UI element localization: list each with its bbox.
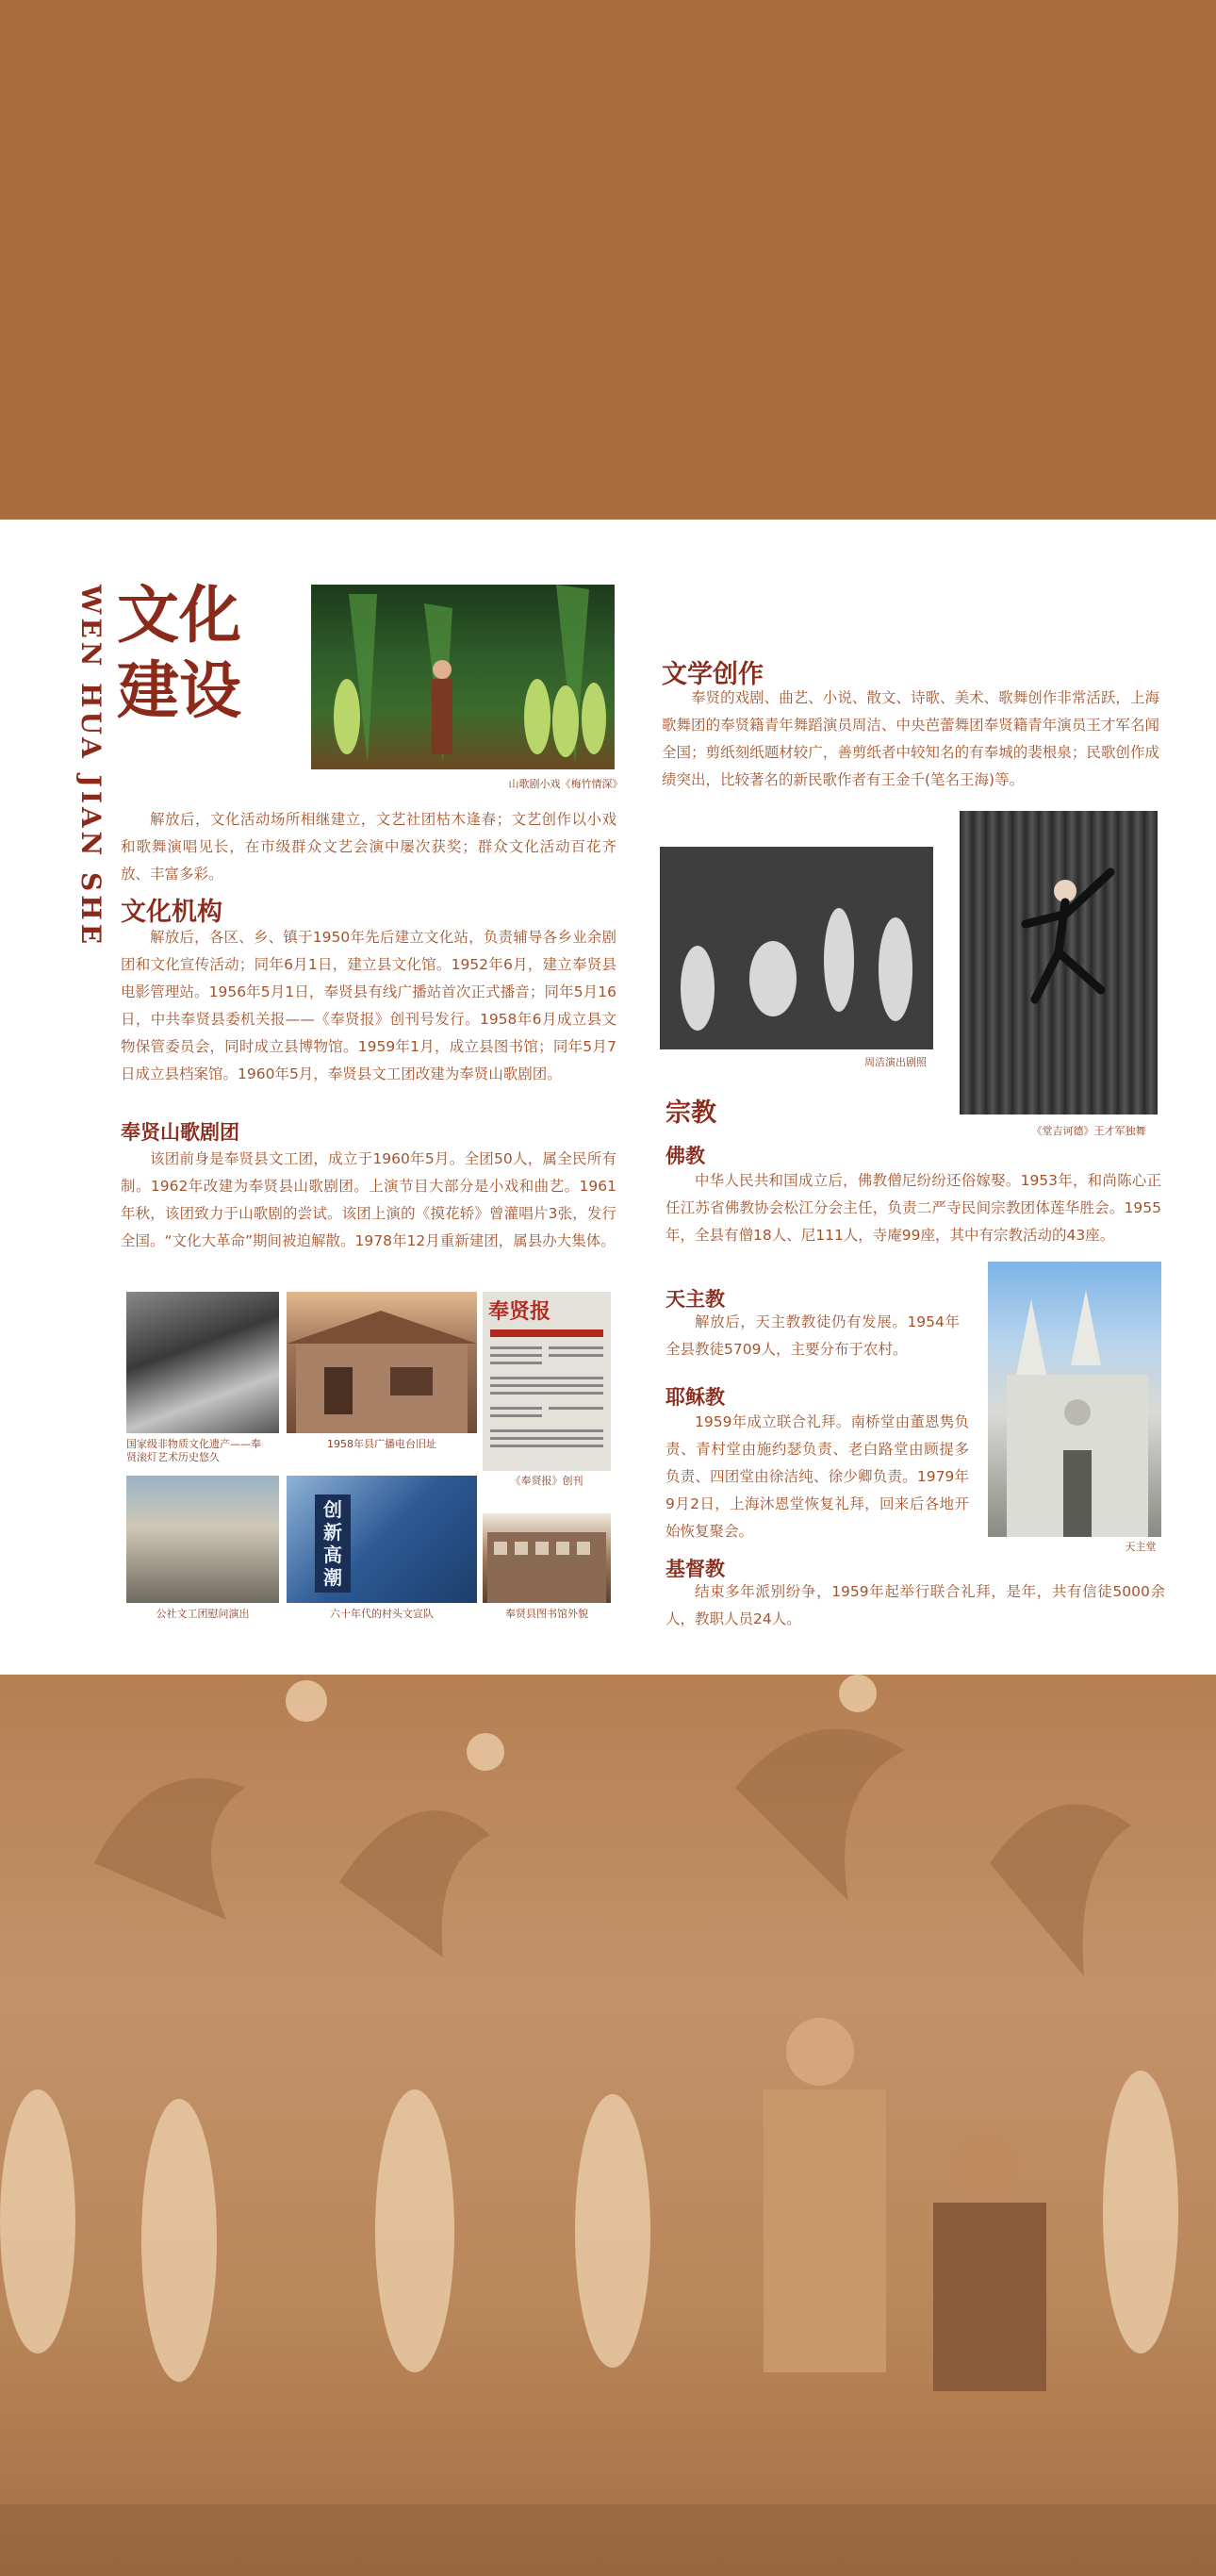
gallery-caption-2: 1958年县广播电台旧址: [327, 1438, 436, 1450]
gallery-caption-5: 六十年代的村头文宣队: [330, 1608, 434, 1620]
gallery-caption-3: 《奉贤报》创刊: [510, 1475, 583, 1487]
catholic-paragraph: 解放后，天主教教徒仍有发展。1954年全县教徒5709人，主要分布于农村。: [666, 1313, 960, 1358]
opera-stage-photo: [311, 585, 615, 769]
page-title-line-1: 文化: [117, 578, 241, 652]
subtitle-protestant: 基督教: [666, 1558, 725, 1580]
banner-text: 创新高潮: [315, 1494, 351, 1593]
gallery-photo-radio-station: [287, 1292, 477, 1433]
opera-stage-illustration: [311, 585, 615, 769]
section-title-religion: 宗教: [666, 1098, 716, 1128]
subtitle-catholic: 天主教: [666, 1288, 725, 1311]
literature-paragraph: 奉贤的戏剧、曲艺、小说、散文、诗歌、美术、歌舞创作非常活跃，上海歌舞团的奉贤籍青年舞蹈演员周洁、中央芭蕾舞团奉贤籍青年演员王才军名闻全国；剪纸刻纸题材较广，善剪纸者中较知名的有奉城的裴根泉；民歌创作成绩突出，比较著名的新民歌作者有王金千(笔名王海)等。: [662, 689, 1159, 788]
dance-photo-caption: 周洁演出剧照: [864, 1056, 927, 1068]
troupe-paragraph: 该团前身是奉贤县文工团，成立于1960年5月。全团50人，属全民所有制。1962年改建为奉贤县山歌剧团。上演节目大部分是小戏和曲艺。1961年秋，该团致力于山歌剧的尝试。该团上演的《摸花轿》曾灌唱片3张，发行全国。“文化大革命”期间被迫解散。1978年12月重新建团，属县办大集体。: [121, 1150, 616, 1249]
buddhism-paragraph: 中华人民共和国成立后，佛教僧尼纷纷还俗嫁娶。1953年，和尚陈心正任江苏省佛教协会松江分会主任，负责二严寺民间宗教团体莲华胜会。1955年，全县有僧18人、尼111人，寺庵99座，其中有宗教活动的43座。: [666, 1172, 1161, 1244]
page-title: [117, 577, 241, 728]
top-brown-band: [0, 0, 1216, 520]
gallery-photo-newspaper: [483, 1292, 611, 1471]
vertical-pinyin-title: WEN HUA JIAN SHE: [75, 585, 107, 949]
institutions-paragraph: 解放后，各区、乡、镇于1950年先后建立文化站，负责辅导各乡业余剧团和文化宣传活动；同年6月1日，建立县文化馆。1952年6月，建立奉贤县电影管理站。1956年5月1日，奉贤县有线广播站首次正式播音；同年5月16日，中共奉贤县委机关报——《奉贤报》创刊号发行。1958年6月成立县文物保管委员会，同时成立县博物馆。1959年1月，成立县图书馆；同年5月7日成立县档案馆。1960年5月，奉贤县文工团改建为奉贤山歌剧团。: [121, 929, 616, 1082]
christian-paragraph: 1959年成立联合礼拜。南桥堂由董恩隽负责、青村堂由施约瑟负责、老白路堂由顾提多负责、四团堂由徐洁纯、徐少卿负责。1979年9月2日，上海沐恩堂恢复礼拜，回来后各地开始恢复聚会。: [666, 1413, 969, 1540]
gallery-caption-6: 奉贤县图书馆外貌: [505, 1608, 588, 1620]
subtitle-christian: 耶稣教: [666, 1386, 725, 1409]
protestant-paragraph: 结束多年派别纷争，1959年起举行联合礼拜，是年，共有信徒5000余人，教职人员24人。: [666, 1583, 1165, 1627]
gallery-photo-village-troupe: [287, 1476, 477, 1603]
intro-paragraph: 解放后，文化活动场所相继建立，文艺社团枯木逢春；文艺创作以小戏和歌舞演唱见长，在市级群众文艺会演中屡次获奖；群众文化活动百花齐放、丰富多彩。: [121, 811, 616, 883]
section-title-institutions: 文化机构: [121, 898, 222, 927]
radio-station-illustration: [287, 1292, 477, 1433]
gallery-photo-performance: [126, 1476, 279, 1603]
gallery-caption-1: 国家级非物质文化遗产——奉贤滚灯艺术历史悠久: [126, 1438, 261, 1463]
ballet-solo-photo: [960, 811, 1158, 1115]
ballet-dancer-illustration: [960, 811, 1158, 1115]
church-photo: [988, 1262, 1161, 1537]
subtitle-buddhism: 佛教: [666, 1145, 705, 1167]
gallery-caption-4: 公社文工团慰问演出: [156, 1608, 250, 1620]
section-title-troupe: 奉贤山歌剧团: [121, 1121, 239, 1144]
sepia-stage-illustration: [0, 1675, 1216, 2576]
page-title-line-2: 建设: [117, 653, 241, 727]
gallery-photo-lantern: [126, 1292, 279, 1433]
newspaper-masthead: 奉贤报: [488, 1299, 551, 1324]
sepia-stage-background: [0, 1675, 1216, 2576]
ballet-photo-caption: 《堂吉诃德》王才军独舞: [1031, 1125, 1146, 1137]
dance-troupe-illustration: [660, 847, 933, 1049]
church-photo-caption: 天主堂: [1125, 1541, 1157, 1553]
dance-troupe-photo: [660, 847, 933, 1049]
newspaper-columns: [483, 1292, 611, 1471]
opera-photo-caption: 山歌剧小戏《梅竹情深》: [508, 778, 623, 790]
section-title-literature: 文学创作: [662, 660, 764, 689]
library-illustration: [483, 1513, 611, 1603]
gallery-photo-library: [483, 1513, 611, 1603]
church-illustration: [988, 1262, 1161, 1537]
